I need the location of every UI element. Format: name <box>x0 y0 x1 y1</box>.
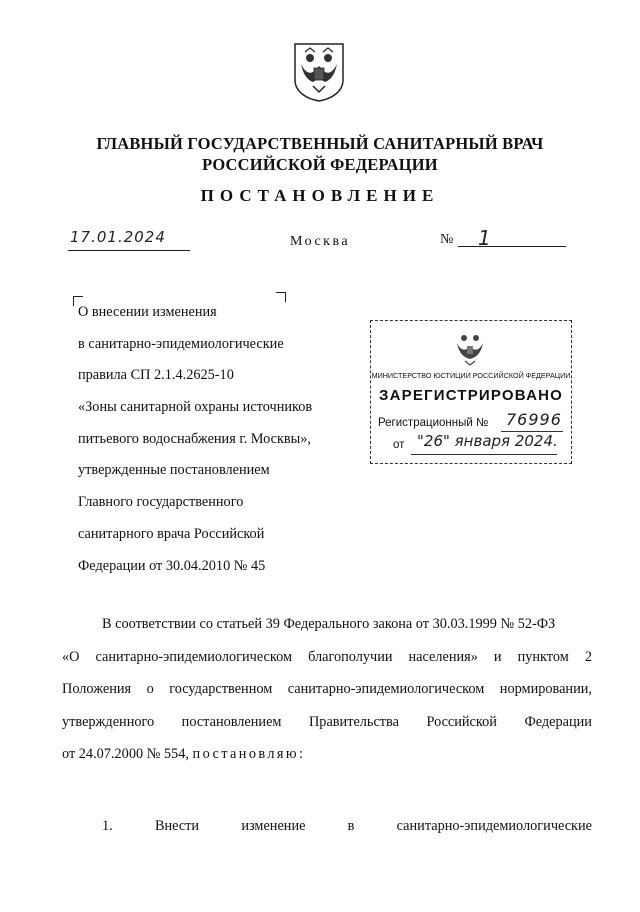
resolution-prefix: от 24.07.2000 № 554, <box>62 746 193 762</box>
subject-line: О внесении изменения <box>78 304 217 320</box>
word: о <box>146 681 154 697</box>
stamp-number-label: Регистрационный № <box>378 417 489 429</box>
word: изменение <box>241 818 306 834</box>
stamp-from-label: от <box>393 439 405 451</box>
subject-block <box>78 302 368 587</box>
word: в <box>347 818 355 834</box>
authority-title-line2: РОССИЙСКОЙ ФЕДЕРАЦИИ <box>202 155 438 174</box>
word: Правительства <box>308 713 399 730</box>
word: Положения <box>62 681 132 697</box>
preamble-line <box>62 679 592 712</box>
russian-coat-of-arms-icon <box>293 42 345 102</box>
preamble-line: В соответствии со статьей 39 Федерального закона от 30.03.1999 № 52-ФЗ <box>102 616 556 632</box>
number-label: № <box>440 232 454 247</box>
subject-line: санитарного врача Российской <box>78 525 265 542</box>
word: пунктом <box>517 648 569 665</box>
word: и <box>493 648 502 665</box>
handwritten-date: 17.01.2024 <box>70 228 166 246</box>
number-underline <box>458 246 566 247</box>
subject-line: в санитарно-эпидемиологические <box>78 335 284 352</box>
subject-bracket-right <box>276 292 286 302</box>
resolution-word: постановляю: <box>192 746 306 762</box>
word: Внести <box>154 818 200 834</box>
word: государственном <box>169 681 273 697</box>
preamble-line <box>62 744 592 777</box>
word: санитарно-эпидемиологическом <box>287 681 485 697</box>
preamble-line <box>62 647 592 680</box>
word: санитарно-эпидемиологическом <box>95 648 293 665</box>
stamp-registered: ЗАРЕГИСТРИРОВАНО <box>378 387 564 404</box>
word: Федерации <box>524 713 592 730</box>
stamp-date-underline <box>411 454 557 455</box>
date-underline <box>68 250 190 251</box>
item-1 <box>102 818 592 835</box>
stamp-number: 76996 <box>506 410 562 429</box>
stamp-eagle-icon <box>453 329 487 367</box>
authority-title-line1: ГЛАВНЫЙ ГОСУДАРСТВЕННЫЙ САНИТАРНЫЙ ВРАЧ <box>96 134 544 153</box>
item-number: 1. <box>102 818 113 834</box>
handwritten-number: 1 <box>478 226 491 250</box>
word: 2 <box>584 648 592 665</box>
word: санитарно-эпидемиологические <box>396 818 592 834</box>
subject-line: Федерации от 30.04.2010 № 45 <box>78 557 266 574</box>
subject-line: утвержденные постановлением <box>78 462 270 479</box>
subject-line: правила СП 2.1.4.2625-10 <box>78 367 234 384</box>
word: благополучии <box>308 648 393 665</box>
word: «О <box>62 648 80 665</box>
preamble <box>62 614 592 777</box>
word: постановлением <box>181 713 282 730</box>
city: Москва <box>290 234 351 249</box>
preamble-line <box>62 712 592 745</box>
registration-stamp <box>370 320 572 464</box>
document-type: ПОСТАНОВЛЕНИЕ <box>200 186 440 205</box>
word: Российской <box>426 713 497 730</box>
word: нормировании, <box>499 681 592 697</box>
word: утвержденного <box>62 713 155 730</box>
word: населения» <box>408 648 478 665</box>
subject-line: питьевого водоснабжения г. Москвы», <box>78 430 311 447</box>
stamp-ministry: МИНИСТЕРСТВО ЮСТИЦИИ РОССИЙСКОЙ ФЕДЕРАЦИИ <box>371 371 571 380</box>
stamp-date: "26" января 2024. <box>417 432 558 450</box>
subject-line: Главного государственного <box>78 494 244 511</box>
subject-line: «Зоны санитарной охраны источников <box>78 399 313 416</box>
